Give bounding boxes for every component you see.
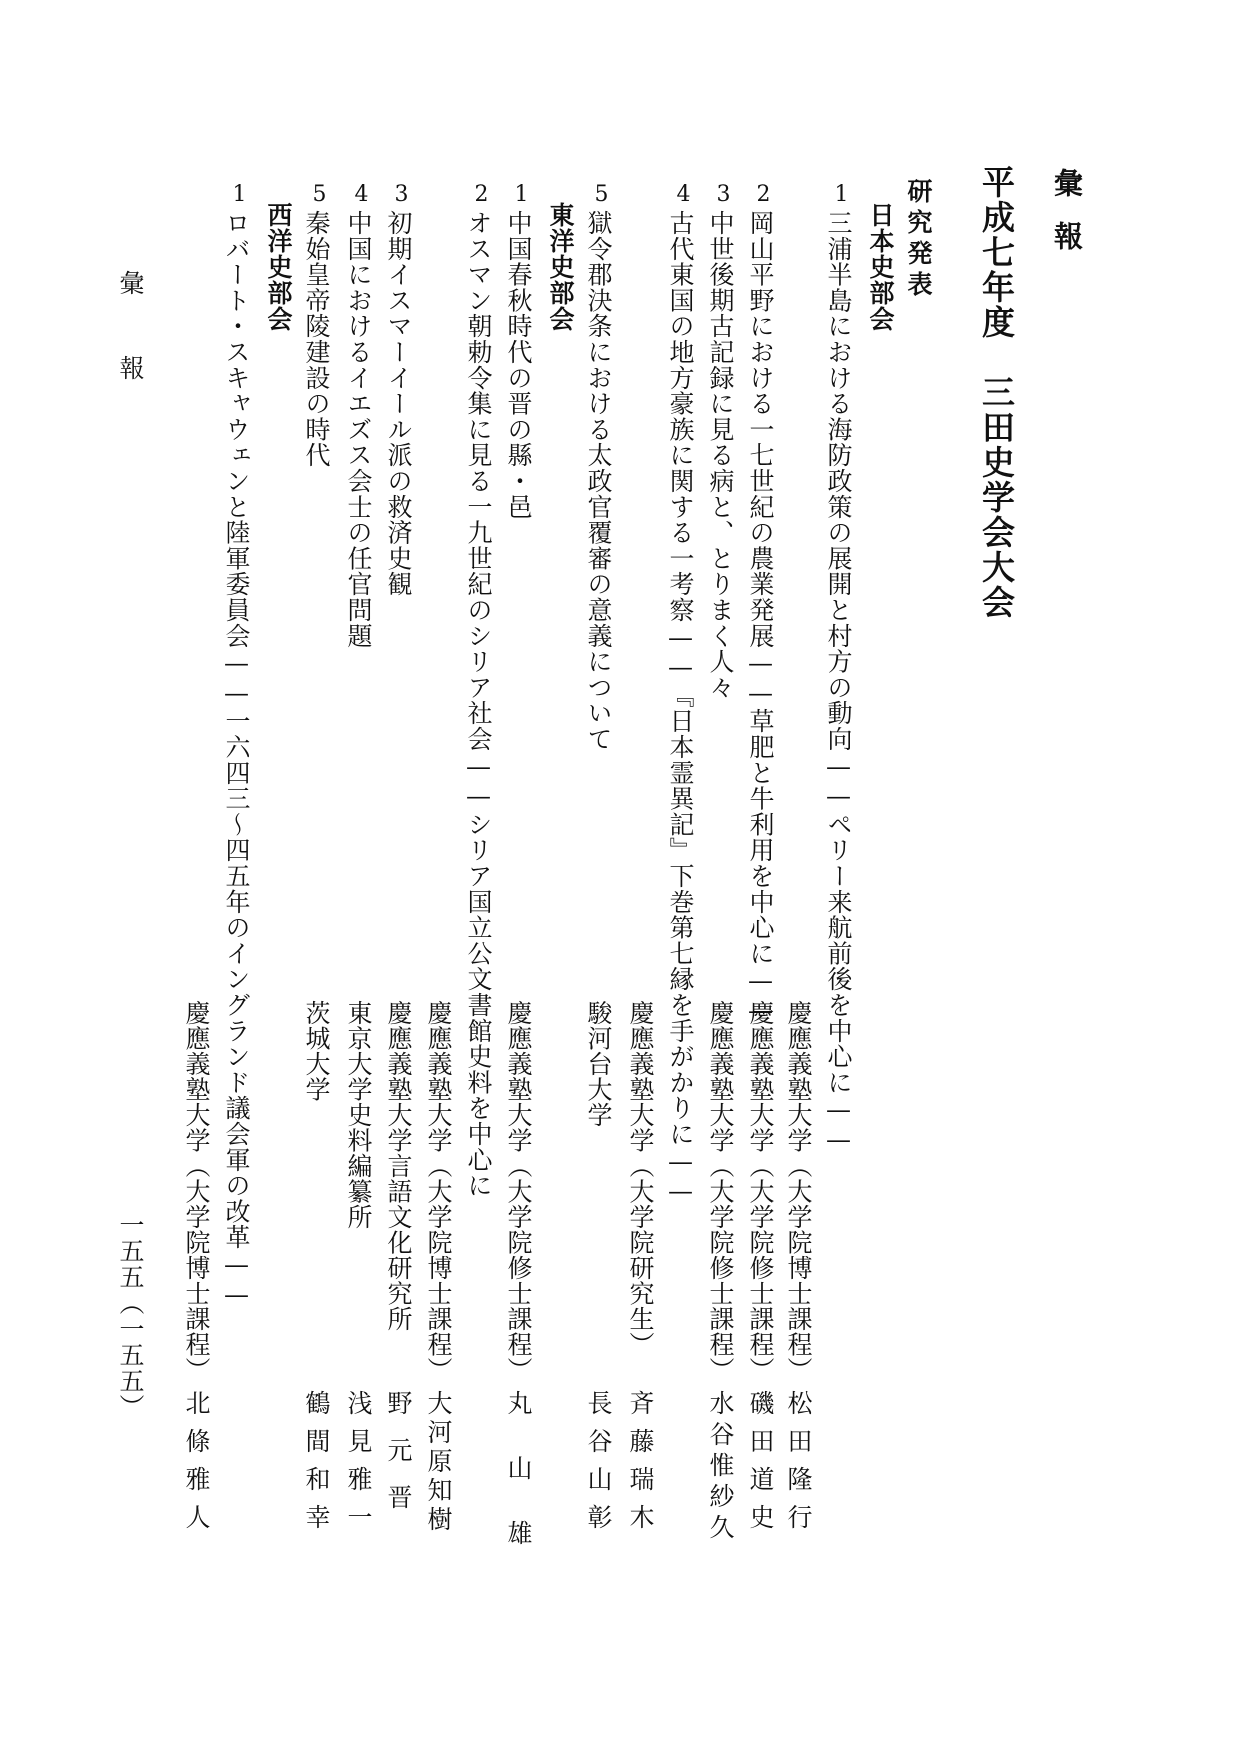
paper-affiliation: 駿河台大学 — [584, 1000, 613, 1128]
division-heading-east-asian-history: 東洋史部会 — [546, 202, 575, 332]
paper-number: 1 — [829, 182, 854, 207]
presenter-name: 水谷惟紗久 — [706, 1390, 735, 1545]
paper-affiliation: 慶應義塾大学（大学院修士課程） — [504, 1000, 533, 1383]
paper-number: 1 — [509, 182, 534, 207]
presenter-name: 野元晋 — [384, 1390, 413, 1531]
paper-number: 2 — [751, 182, 776, 207]
paper-title: 中世後期古記録に見る病と、とりまく人々 — [706, 210, 735, 701]
paper-number: 4 — [671, 182, 696, 207]
paper-title: 三浦半島における海防政策の展開と村方の動向——ペリー来航前後を中心に—— — [824, 210, 853, 1155]
division-heading-western-history: 西洋史部会 — [264, 202, 293, 332]
presenter-name: 大河原知樹 — [424, 1390, 453, 1535]
paper-number: 5 — [589, 182, 614, 207]
paper-number: 4 — [349, 182, 374, 207]
division-heading-japanese-history: 日本史部会 — [866, 202, 895, 332]
presenter-name: 斉藤瑞木 — [626, 1390, 655, 1542]
paper-title: 初期イスマーイール派の救済史観 — [384, 210, 413, 597]
presenter-name: 松田隆行 — [784, 1390, 813, 1542]
footer-running-title: 彙報 — [116, 270, 145, 440]
presenter-name: 鶴間和幸 — [302, 1390, 331, 1542]
paper-affiliation: 慶應義塾大学言語文化研究所 — [384, 1000, 413, 1332]
running-header: 彙報 — [1050, 168, 1084, 274]
presenter-name: 丸山雄 — [504, 1390, 533, 1585]
paper-title: オスマン朝勅令集に見る一九世紀のシリア社会——シリア国立公文書館史料を中心に — [464, 210, 493, 1199]
paper-affiliation: 慶應義塾大学（大学院研究生） — [626, 1000, 655, 1357]
paper-title: 中国におけるイエズス会士の任官問題 — [344, 210, 373, 649]
paper-affiliation: 慶應義塾大学（大学院修士課程） — [706, 1000, 735, 1383]
paper-affiliation: 慶應義塾大学（大学院博士課程） — [424, 1000, 453, 1383]
paper-title: 中国春秋時代の晋の縣・邑 — [504, 210, 533, 520]
paper-number: 1 — [227, 182, 252, 207]
page-title: 平成七年度 三田史学会大会 — [977, 165, 1016, 620]
paper-number: 3 — [711, 182, 736, 207]
paper-affiliation: 慶應義塾大学（大学院修士課程） — [746, 1000, 775, 1383]
presenter-name: 磯田道史 — [746, 1390, 775, 1542]
presenter-name: 北條雅人 — [182, 1390, 211, 1542]
paper-affiliation: 慶應義塾大学（大学院博士課程） — [182, 1000, 211, 1383]
paper-title: 古代東国の地方豪族に関する一考察——『日本霊異記』下巻第七縁を手がかりに—— — [666, 210, 695, 1207]
presenter-name: 長谷山彰 — [584, 1390, 613, 1542]
section-label: 研究発表 — [904, 178, 933, 302]
paper-number: 3 — [389, 182, 414, 207]
paper-affiliation: 茨城大学 — [302, 1000, 331, 1102]
paper-title: 獄令郡決条における太政官覆審の意義について — [584, 210, 613, 752]
paper-affiliation: 慶應義塾大学（大学院博士課程） — [784, 1000, 813, 1383]
paper-number: 2 — [469, 182, 494, 207]
paper-title: 岡山平野における一七世紀の農業発展——草肥と牛利用を中心に—— — [746, 210, 775, 1026]
paper-title: 秦始皇帝陵建設の時代 — [302, 210, 331, 468]
paper-title: ロバート・スキャウェンと陸軍委員会——一六四三～四五年のイングランド議会軍の改革—— — [222, 210, 251, 1310]
paper-number: 5 — [307, 182, 332, 207]
page-number: 一五五（一五五） — [116, 1212, 145, 1420]
paper-affiliation: 東京大学史料編纂所 — [344, 1000, 373, 1230]
presenter-name: 浅見雅一 — [344, 1390, 373, 1542]
